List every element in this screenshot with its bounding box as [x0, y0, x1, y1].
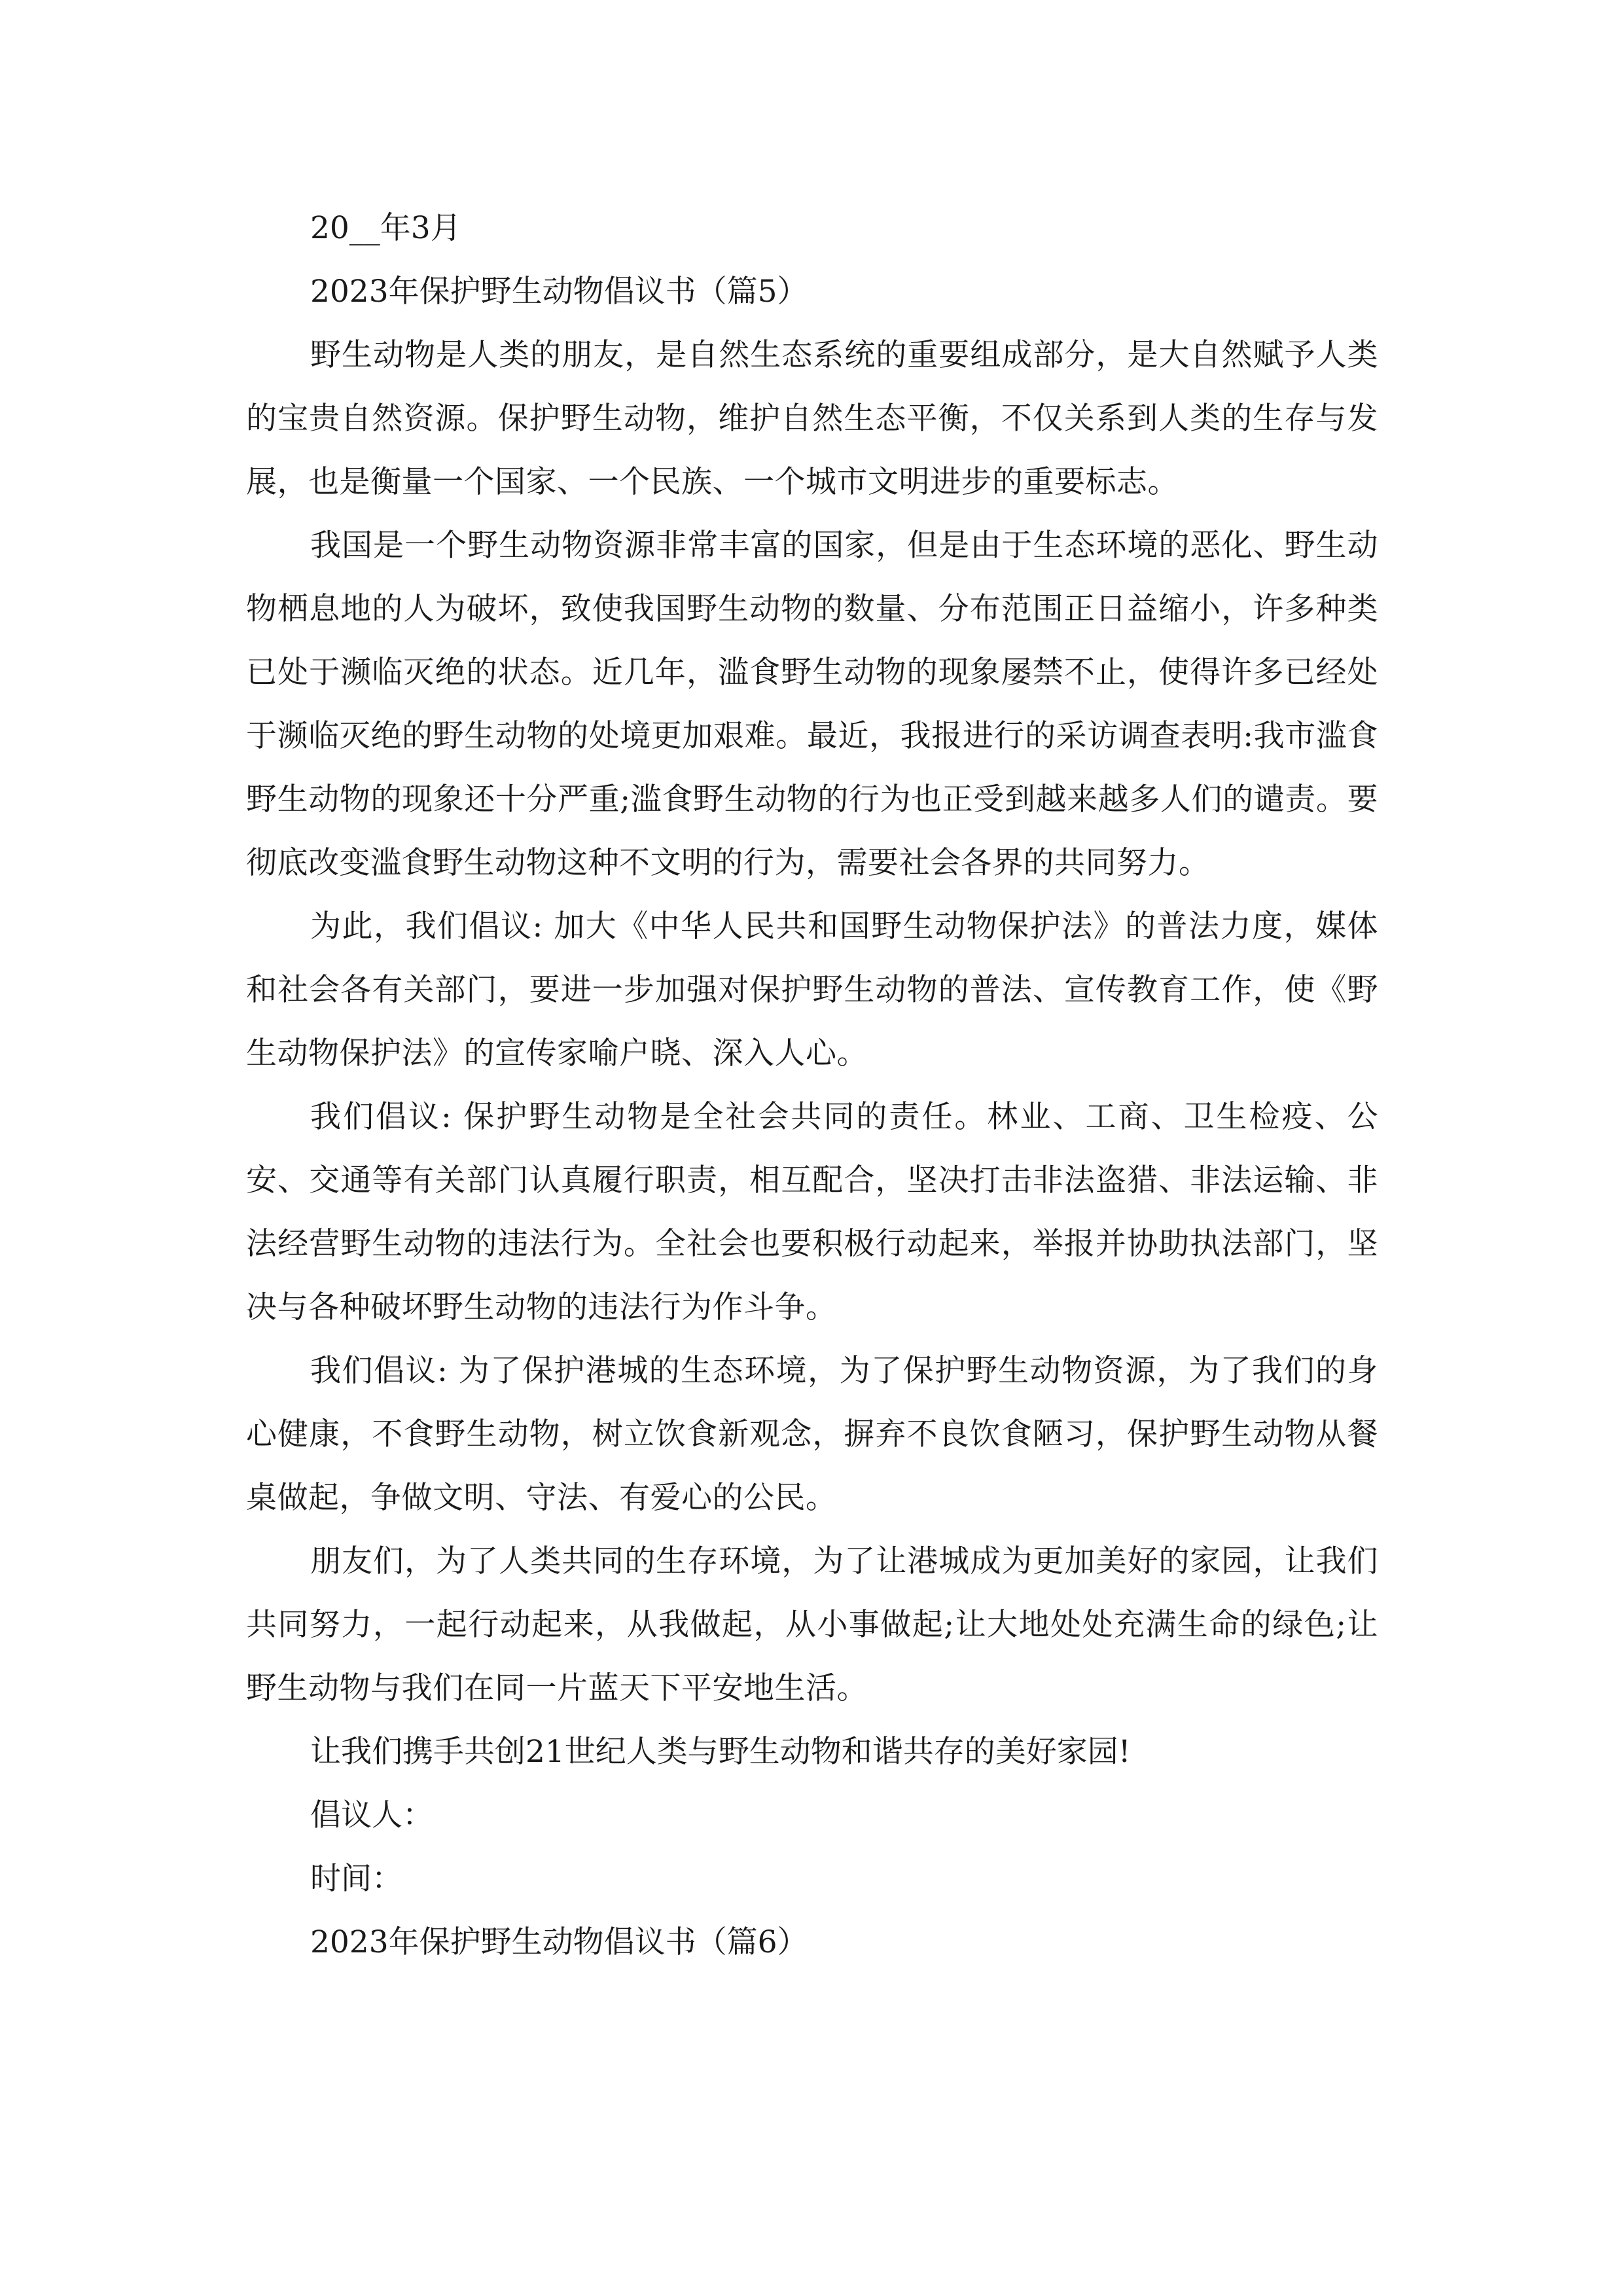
- document-body: [246, 196, 1378, 1974]
- proposer-label: 倡议人：: [310, 1797, 433, 1833]
- paragraph-proposal-diet: 我们倡议: 为了保护港城的生态环境，为了保护野生动物资源，为了我们的身心健康，不食野生动物，树立饮食新观念，摒弃不良饮食陋习，保护野生动物从餐桌做起，争做文明、守法、有爱心的公民。: [246, 1353, 1378, 1516]
- paragraph-situation: 我国是一个野生动物资源非常丰富的国家，但是由于生态环境的恶化、野生动物栖息地的人为破坏，致使我国野生动物的数量、分布范围正日益缩小，许多种类已处于濒临灭绝的状态。近几年，滥食野生动物的现象屡禁不止，使得许多已经处于濒临灭绝的野生动物的处境更加艰难。最近，我报进行的采访调查表明:我市滥食野生动物的现象还十分严重;滥食野生动物的行为也正受到越来越多人们的谴责。要彻底改变滥食野生动物这种不文明的行为，需要社会各界的共同努力。: [246, 528, 1378, 881]
- section-heading-6: 2023年保护野生动物倡议书（篇6）: [310, 1924, 808, 1960]
- closing-line: 让我们携手共创21世纪人类与野生动物和谐共存的美好家园!: [310, 1734, 1131, 1770]
- date-line: 20__年3月: [310, 210, 461, 246]
- section-heading-5: 2023年保护野生动物倡议书（篇5）: [310, 274, 808, 310]
- paragraph-proposal-law: 为此，我们倡议: 加大《中华人民共和国野生动物保护法》的普法力度，媒体和社会各有关部门，要进一步加强对保护野生动物的普法、宣传教育工作，使《野生动物保护法》的宣传家喻户晓、深入人心。: [246, 908, 1378, 1071]
- time-label: 时间：: [310, 1861, 402, 1897]
- paragraph-intro: 野生动物是人类的朋友，是自然生态系统的重要组成部分，是大自然赋予人类的宝贵自然资源。保护野生动物，维护自然生态平衡，不仅关系到人类的生存与发展，也是衡量一个国家、一个民族、一个城市文明进步的重要标志。: [246, 337, 1378, 500]
- paragraph-proposal-responsibility: 我们倡议: 保护野生动物是全社会共同的责任。林业、工商、卫生检疫、公安、交通等有关部门认真履行职责，相互配合，坚决打击非法盗猎、非法运输、非法经营野生动物的违法行为。全社会也要积极行动起来，举报并协助执法部门，坚决与各种破坏野生动物的违法行为作斗争。: [246, 1099, 1378, 1325]
- paragraph-call-to-action: 朋友们，为了人类共同的生存环境，为了让港城成为更加美好的家园，让我们共同努力，一起行动起来，从我做起，从小事做起;让大地处处充满生命的绿色;让野生动物与我们在同一片蓝天下平安地生活。: [246, 1543, 1378, 1706]
